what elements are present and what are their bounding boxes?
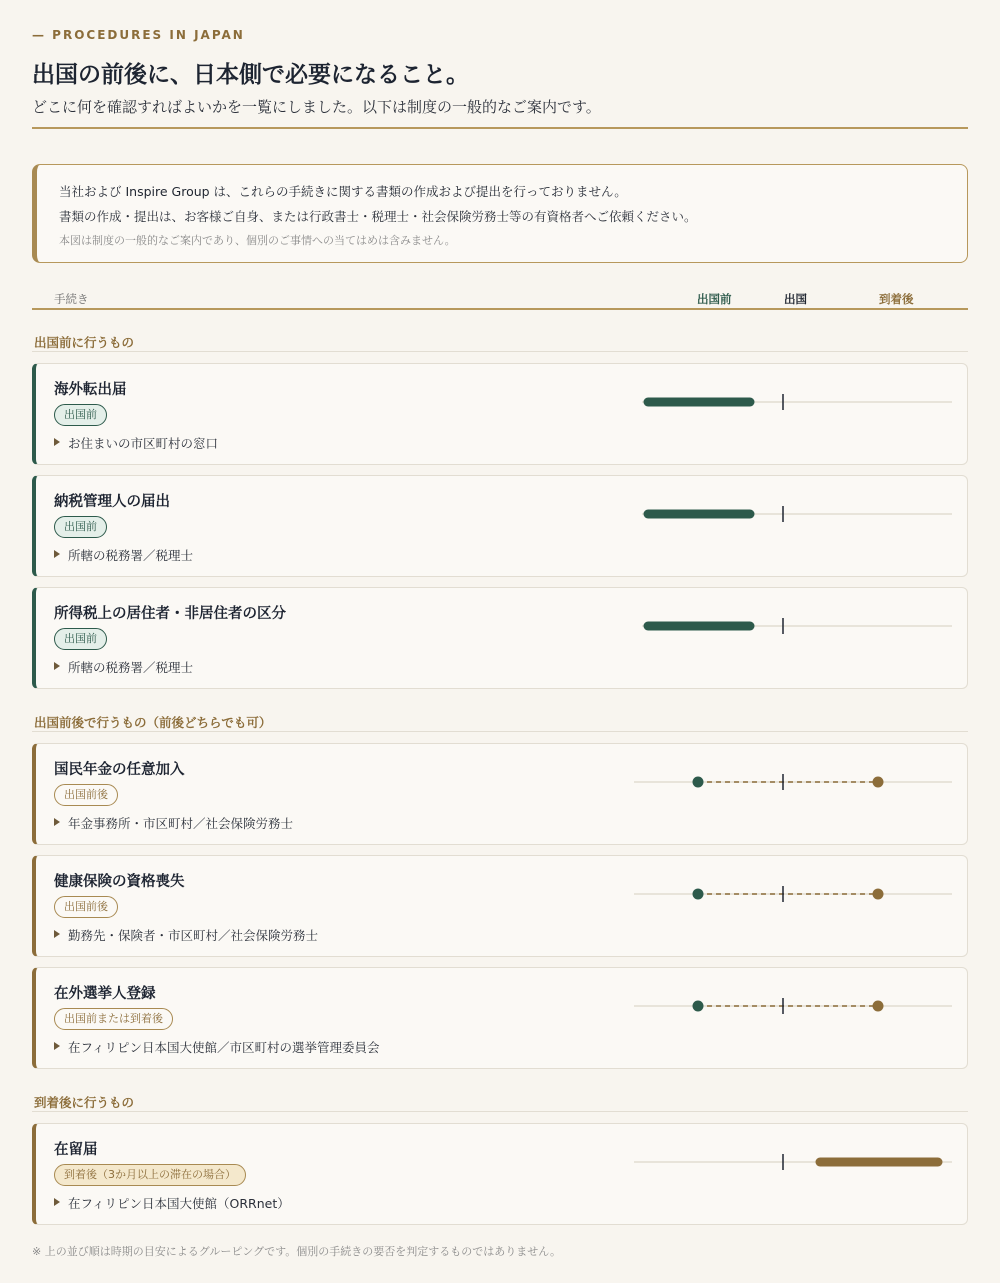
- section-label-before: 出国前に行うもの: [34, 335, 135, 350]
- header-divider: [32, 127, 968, 129]
- procedure-card: [32, 475, 968, 577]
- section-label-either: 出国前後で行うもの（前後どちらでも可）: [34, 715, 272, 730]
- section-divider: [32, 1111, 968, 1112]
- procedure-card: [32, 1123, 968, 1225]
- column-header-divider: [32, 308, 968, 310]
- procedure-contact: [54, 926, 318, 944]
- after-dot: [873, 889, 884, 900]
- timing-badge: 出国前後: [54, 896, 118, 918]
- notice-line-1: 当社および Inspire Group は、これらの手続きに関する書類の作成および提出を行っておりません。: [59, 184, 627, 199]
- column-header-departure: 出国: [784, 292, 807, 306]
- timing-badge: 出国前: [54, 516, 107, 538]
- triangle-bullet-icon: [54, 930, 60, 938]
- contact-text: 在フィリピン日本国大使館／市区町村の選挙管理委員会: [68, 1040, 380, 1055]
- procedure-card: [32, 967, 968, 1069]
- contact-text: 在フィリピン日本国大使館（ORRnet）: [68, 1196, 290, 1211]
- procedure-name: 国民年金の任意加入: [54, 762, 185, 778]
- procedure-contact: [54, 434, 218, 452]
- notice-line-2: 書類の作成・提出は、お客様ご自身、または行政書士・税理士・社会保険労務士等の有資格者へご依頼ください。: [59, 209, 697, 224]
- procedure-name: 在外選挙人登録: [54, 986, 156, 1002]
- triangle-bullet-icon: [54, 550, 60, 558]
- column-header-before: 出国前: [697, 292, 732, 306]
- contact-text: 年金事務所・市区町村／社会保険労務士: [68, 816, 294, 831]
- column-header-procedure: 手続き: [54, 292, 89, 306]
- footnote: ※ 上の並び順は時期の目安によるグルーピングです。個別の手続きの要否を判定するものではありません。: [32, 1245, 561, 1258]
- timing-badge: 到着後（3か月以上の滞在の場合）: [54, 1164, 246, 1186]
- timeline-bar: [632, 494, 962, 534]
- procedure-card: [32, 587, 968, 689]
- procedure-contact: [54, 658, 193, 676]
- procedure-name: 海外転出届: [54, 382, 127, 398]
- section-divider: [32, 731, 968, 732]
- contact-text: 所轄の税務署／税理士: [68, 660, 194, 675]
- after-dot: [873, 777, 884, 788]
- contact-text: 勤務先・保険者・市区町村／社会保険労務士: [68, 928, 319, 943]
- eyebrow-label: — PROCEDURES IN JAPAN: [32, 28, 245, 42]
- contact-text: 所轄の税務署／税理士: [68, 548, 194, 563]
- timing-badge: 出国前後: [54, 784, 118, 806]
- before-dot: [693, 1001, 704, 1012]
- section-divider: [32, 351, 968, 352]
- procedure-name: 在留届: [54, 1142, 98, 1158]
- procedure-contact: [54, 1038, 380, 1056]
- procedure-contact: [54, 814, 293, 832]
- procedure-contact: [54, 546, 193, 564]
- before-dot: [693, 889, 704, 900]
- timeline-bar: [632, 874, 962, 914]
- procedure-name: 健康保険の資格喪失: [54, 874, 185, 890]
- timeline-bar: [632, 382, 962, 422]
- timeline-bar: [632, 606, 962, 646]
- page-title: 出国の前後に、日本側で必要になること。: [32, 62, 469, 88]
- triangle-bullet-icon: [54, 1198, 60, 1206]
- procedure-name: 所得税上の居住者・非居住者の区分: [54, 606, 286, 622]
- timeline-bar: [632, 762, 962, 802]
- procedure-card: [32, 855, 968, 957]
- before-dot: [693, 777, 704, 788]
- procedure-card: [32, 743, 968, 845]
- disclaimer-notice: [32, 164, 968, 263]
- column-header-after: 到着後: [879, 292, 914, 306]
- timeline-bar: [632, 1142, 962, 1182]
- section-label-after: 到着後に行うもの: [34, 1095, 135, 1110]
- timing-badge: 出国前: [54, 628, 107, 650]
- contact-text: お住まいの市区町村の窓口: [68, 436, 219, 451]
- triangle-bullet-icon: [54, 662, 60, 670]
- after-dot: [873, 1001, 884, 1012]
- timing-badge: 出国前: [54, 404, 107, 426]
- procedure-card: [32, 363, 968, 465]
- timeline-bar: [632, 986, 962, 1026]
- notice-line-3: 本図は制度の一般的なご案内であり、個別のご事情への当てはめは含みません。: [59, 234, 456, 247]
- triangle-bullet-icon: [54, 818, 60, 826]
- procedure-contact: [54, 1194, 290, 1212]
- triangle-bullet-icon: [54, 1042, 60, 1050]
- page-subtitle: どこに何を確認すればよいかを一覧にしました。以下は制度の一般的なご案内です。: [32, 98, 601, 116]
- timing-badge: 出国前または到着後: [54, 1008, 173, 1030]
- procedure-name: 納税管理人の届出: [54, 494, 170, 510]
- triangle-bullet-icon: [54, 438, 60, 446]
